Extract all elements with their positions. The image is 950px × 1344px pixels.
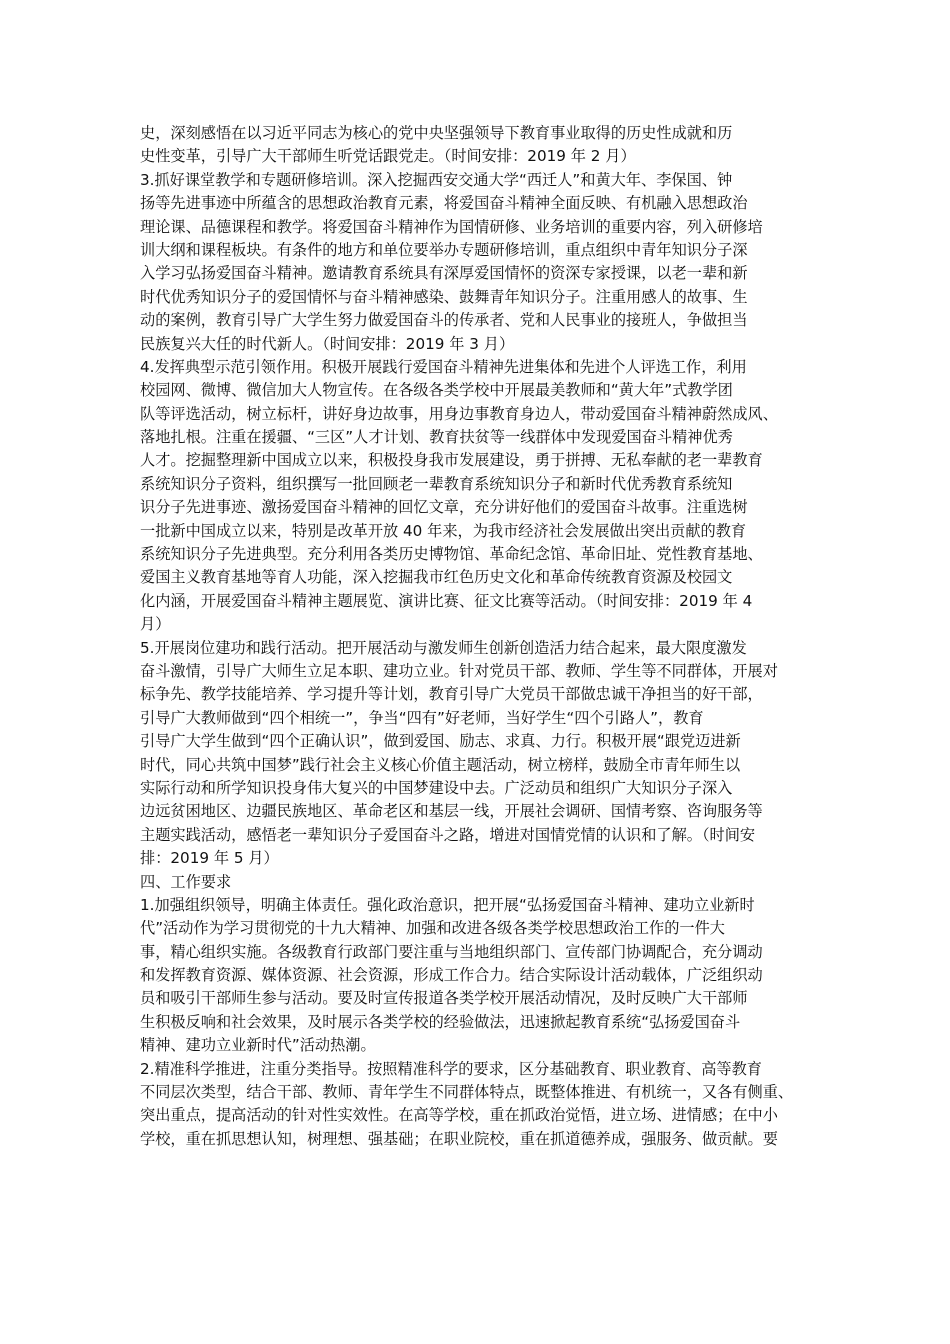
text-line: 扬等先进事迹中所蕴含的思想政治教育元素，将爱国奋斗精神全面反映、有机融入思想政治	[140, 194, 748, 213]
text-line: 实际行动和所学知识投身伟大复兴的中国梦建设中去。广泛动员和组织广大知识分子深入	[140, 778, 733, 797]
text-line: 4.发挥典型示范引领作用。积极开展践行爱国奋斗精神先进集体和先进个人评选工作，利用	[140, 357, 747, 376]
text-line: 引导广大学生做到“四个正确认识”，做到爱国、励志、求真、力行。积极开展“跟党迈进新	[140, 732, 741, 751]
text-line: 事，精心组织实施。各级教育行政部门要注重与当地组织部门、宣传部门协调配合，充分调动	[140, 942, 763, 961]
text-line: 不同层次类型，结合干部、教师、青年学生不同群体特点，既整体推进、有机统一，又各有侧重、	[140, 1083, 794, 1102]
text-line: 代”活动作为学习贯彻党的十九大精神、加强和改进各级各类学校思想政治工作的一件大	[140, 919, 725, 938]
text-line: 1.加强组织领导，明确主体责任。强化政治意识，把开展“弘扬爱国奋斗精神、建功立业新时	[140, 895, 755, 914]
text-line: 排：2019 年 5 月）	[140, 849, 279, 868]
text-line: 人才。挖掘整理新中国成立以来，积极投身我市发展建设，勇于拼搏、无私奉献的老一辈教育	[140, 451, 763, 470]
text-line: 标争先、教学技能培养、学习提升等计划，教育引导广大党员干部做忠诚干净担当的好干部，	[140, 685, 763, 704]
text-line: 学校，重在抓思想认知，树理想、强基础；在职业院校，重在抓道德养成，强服务、做贡献。要	[140, 1129, 778, 1148]
document-body	[140, 122, 822, 1151]
text-line: 引导广大教师做到“四个相统一”，争当“四有”好老师，当好学生“四个引路人”，教育	[140, 708, 704, 727]
text-line: 边远贫困地区、边疆民族地区、革命老区和基层一线，开展社会调研、国情考察、咨询服务等	[140, 802, 763, 821]
text-line: 史性变革，引导广大干部师生听党话跟党走。（时间安排：2019 年 2 月）	[140, 147, 636, 166]
text-line: 2.精准科学推进，注重分类指导。按照精准科学的要求，区分基础教育、职业教育、高等教育	[140, 1059, 762, 1078]
text-line: 员和吸引干部师生参与活动。要及时宣传报道各类学校开展活动情况，及时反映广大干部师	[140, 989, 748, 1008]
text-line: 爱国主义教育基地等育人功能，深入挖掘我市红色历史文化和革命传统教育资源及校园文	[140, 568, 733, 587]
text-line: 系统知识分子资料，组织撰写一批回顾老一辈教育系统知识分子和新时代优秀教育系统知	[140, 474, 733, 493]
text-line: 生积极反响和社会效果，及时展示各类学校的经验做法，迅速掀起教育系统“弘扬爱国奋斗	[140, 1012, 741, 1031]
text-line: 时代，同心共筑中国梦”践行社会主义核心价值主题活动，树立榜样，鼓励全市青年师生以	[140, 755, 741, 774]
text-line: 化内涵，开展爱国奋斗精神主题展览、演讲比赛、征文比赛等活动。（时间安排：2019 年 4	[140, 591, 753, 610]
text-line: 月）	[140, 615, 171, 634]
text-line: 系统知识分子先进典型。充分利用各类历史博物馆、革命纪念馆、革命旧址、党性教育基地、	[140, 545, 763, 564]
text-line: 史，深刻感悟在以习近平同志为核心的党中央坚强领导下教育事业取得的历史性成就和历	[140, 124, 733, 142]
text-line: 和发挥教育资源、媒体资源、社会资源，形成工作合力。结合实际设计活动载体，广泛组织动	[140, 966, 763, 985]
text-line: 主题实践活动，感悟老一辈知识分子爱国奋斗之路，增进对国情党情的认识和了解。（时间安	[140, 825, 756, 844]
text-line: 四、工作要求	[140, 872, 232, 891]
text-line: 民族复兴大任的时代新人。（时间安排：2019 年 3 月）	[140, 334, 515, 353]
text-line: 理论课、品德课程和教学。将爱国奋斗精神作为国情研修、业务培训的重要内容，列入研修培	[140, 217, 763, 236]
text-line: 识分子先进事迹、激扬爱国奋斗精神的回忆文章，充分讲好他们的爱国奋斗故事。注重选树	[140, 498, 748, 517]
text-line: 精神、建功立业新时代”活动热潮。	[140, 1036, 376, 1055]
text-line: 落地扎根。注重在援疆、“三区”人才计划、教育扶贫等一线群体中发现爱国奋斗精神优秀	[140, 428, 733, 447]
text-line: 时代优秀知识分子的爱国情怀与奋斗精神感染、鼓舞青年知识分子。注重用感人的故事、生	[140, 287, 748, 306]
text-line: 5.开展岗位建功和践行活动。把开展活动与激发师生创新创造活力结合起来，最大限度激发	[140, 638, 747, 657]
text-line: 入学习弘扬爱国奋斗精神。邀请教育系统具有深厚爱国情怀的资深专家授课，以老一辈和新	[140, 264, 748, 283]
text-line: 队等评选活动，树立标杆，讲好身边故事，用身边事教育身边人，带动爱国奋斗精神蔚然成风、	[140, 404, 778, 423]
text-line: 3.抓好课堂教学和专题研修培训。深入挖掘西安交通大学“西迁人”和黄大年、李保国、钟	[140, 170, 733, 189]
text-line: 奋斗激情，引导广大师生立足本职、建功立业。针对党员干部、教师、学生等不同群体，开展对	[140, 661, 778, 680]
text-line: 突出重点，提高活动的针对性实效性。在高等学校，重在抓政治觉悟，进立场、进情感；在中小	[140, 1106, 778, 1125]
text-line: 训大纲和课程板块。有条件的地方和单位要举办专题研修培训，重点组织中青年知识分子深	[140, 240, 748, 259]
text-line: 一批新中国成立以来，特别是改革开放 40 年来，为我市经济社会发展做出突出贡献的教育	[140, 521, 747, 540]
text-line: 校园网、微博、微信加大人物宣传。在各级各类学校中开展最美教师和“黄大年”式教学团	[140, 381, 733, 400]
text-line: 动的案例，教育引导广大学生努力做爱国奋斗的传承者、党和人民事业的接班人，争做担当	[140, 311, 748, 330]
